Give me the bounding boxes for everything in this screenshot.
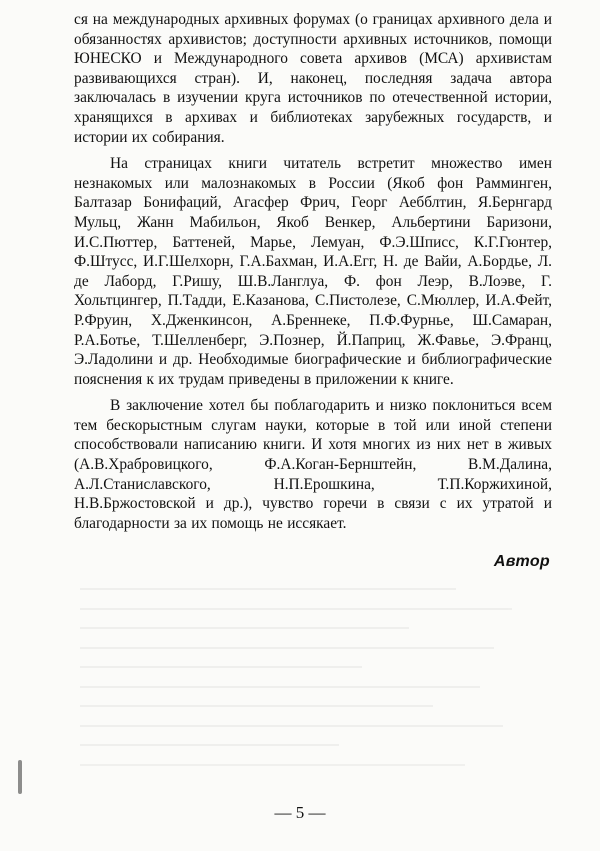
paragraph-continuation: ся на международных архивных форумах (о границах архивного дела и обязанностях архивистов; доступности архивных источников, помощи ЮНЕСКО и Международного совета архивов (МСА) архивистам развивающихся стран). И, наконец, последняя задача автора заключалась в изучении круга источников по отечественной истории, хранящихся в архивах и библиотеках зарубежных государств, и истории их собирания.	[74, 11, 552, 146]
bleed-through-text	[80, 588, 550, 788]
scan-edge-mark	[18, 760, 22, 794]
paragraph-names: На страницах книги читатель встретит множество имен незнакомых или малознакомых в России (Якоб фон Рамминген, Балтазар Бонифаций, Агасфер Фрич, Георг Аебблтин, Я.Бернгард Мульц, Жанн Мабильон, Якоб Венкер, Альбертини Баризони, И.С.Пюттер, Баттеней, Марье, Лемуан, Ф.Э.Шписс, К.Г.Гюнтер, Ф.Штусс, И.Г.Шелхорн, Г.А.Бахман, И.А.Егг, Н. де Вайи, А.Бордье, Л. де Лаборд, Г.Ришу, Ш.В.Ланглуа, Ф. фон Леэр, В.Лоэве, Г. Хольтцингер, П.Тадди, Е.Казанова, С.Пистолезе, С.Мюллер, И.А.Фейт, Р.Фруин, Х.Дженкинсон, А.Бреннеке, П.Ф.Фурнье, Ш.Самаран, Р.А.Ботье, Т.Шелленберг, Э.Познер, Й.Паприц, Ж.Фавье, Э.Франц, Э.Ладолини и др. Необходимые биографические и библиографические пояснения к их трудам приведены в приложении к книге.	[74, 155, 552, 388]
paragraph-acknowledgements: В заключение хотел бы поблагодарить и низко поклониться всем тем бескорыстным слугам науки, которые в той или иной степени способствовали написанию книги. И хотя многих из них нет в живых (А.В.Храбровицкого, Ф.А.Коган-Бернштейн, В.М.Далина, А.Л.Станиславского, Н.П.Ерошкина, Т.П.Коржихиной, Н.В.Бржостовской и др.), чувство горечи в связи с их утратой и благодарности за их помощь не иссякает.	[74, 397, 552, 532]
page-number: — 5 —	[274, 803, 326, 822]
body-text	[74, 10, 552, 533]
author-signature: Автор	[493, 553, 550, 570]
